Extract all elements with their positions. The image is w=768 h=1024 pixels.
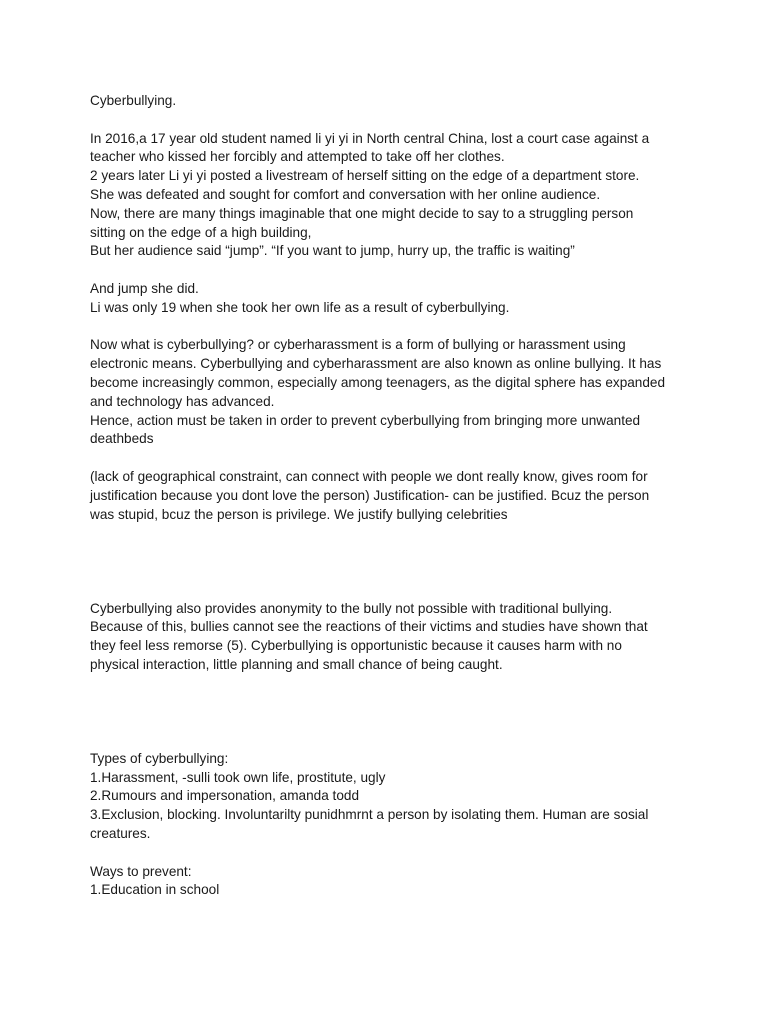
paragraph-spacer <box>90 449 690 468</box>
paragraph-definition <box>90 336 690 449</box>
paragraph-outcome <box>90 280 690 318</box>
text-line: justification because you dont love the person) Justification- can be justified. Bcuz the person <box>90 487 650 503</box>
text-line: 2 years later Li yi yi posted a livestream of herself sitting on the edge of a department store. <box>90 168 640 184</box>
text-line: In 2016,a 17 year old student named li yi yi in North central China, lost a court case against a <box>90 130 650 146</box>
paragraph-li-yi-yi-story <box>90 130 690 262</box>
text-line: And jump she did. <box>90 280 199 296</box>
paragraph-spacer <box>90 111 690 130</box>
text-line: teacher who kissed her forcibly and attempted to take off her clothes. <box>90 149 505 165</box>
text-line: physical interaction, little planning and small chance of being caught. <box>90 656 503 672</box>
paragraph-spacer <box>90 675 690 750</box>
text-line: She was defeated and sought for comfort and conversation with her online audience. <box>90 186 601 202</box>
text-line: (lack of geographical constraint, can connect with people we dont really know, gives room for <box>90 468 648 484</box>
text-line: Now what is cyberbullying? or cyberharassment is a form of bullying or harassment using <box>90 337 626 353</box>
paragraph-notes <box>90 468 690 524</box>
list-heading: Ways to prevent: <box>90 863 192 879</box>
text-line: Cyberbullying also provides anonymity to the bully not possible with traditional bullying. <box>90 600 613 616</box>
paragraph-spacer <box>90 318 690 337</box>
paragraph-prevention <box>90 863 690 901</box>
text-line: electronic means. Cyberbullying and cyberharassment are also known as online bullying. It has <box>90 356 662 372</box>
paragraph-spacer <box>90 844 690 863</box>
text-line: was stupid, bcuz the person is privilege. We justify bullying celebrities <box>90 506 508 522</box>
document-title: Cyberbullying. <box>90 93 177 108</box>
list-item: 2.Rumours and impersonation, amanda todd <box>90 788 360 804</box>
list-item: 1.Education in school <box>90 882 220 898</box>
text-line: But her audience said “jump”. “If you want to jump, hurry up, the traffic is waiting” <box>90 243 575 259</box>
text-line: become increasingly common, especially among teenagers, as the digital sphere has expanded <box>90 374 666 390</box>
list-item: 3.Exclusion, blocking. Involuntarilty punidhmrnt a person by isolating them. Human are sosial <box>90 807 649 823</box>
text-line: creatures. <box>90 826 151 842</box>
text-line: sitting on the edge of a high building, <box>90 224 312 240</box>
text-line: Li was only 19 when she took her own life as a result of cyberbullying. <box>90 299 510 315</box>
text-line: and technology has advanced. <box>90 393 275 409</box>
list-item: 1.Harassment, -sulli took own life, prostitute, ugly <box>90 769 386 785</box>
list-heading: Types of cyberbullying: <box>90 750 229 766</box>
text-line: Hence, action must be taken in order to prevent cyberbullying from bringing more unwanted <box>90 412 641 428</box>
document-page <box>90 92 690 900</box>
text-line: Because of this, bullies cannot see the reactions of their victims and studies have shown that <box>90 619 648 635</box>
text-line: Now, there are many things imaginable that one might decide to say to a struggling person <box>90 205 634 221</box>
text-line: they feel less remorse (5). Cyberbullying is opportunistic because it causes harm with no <box>90 638 622 654</box>
paragraph-spacer <box>90 524 690 599</box>
paragraph-types <box>90 750 690 844</box>
paragraph-anonymity <box>90 600 690 675</box>
text-line: deathbeds <box>90 431 154 447</box>
paragraph-spacer <box>90 261 690 280</box>
